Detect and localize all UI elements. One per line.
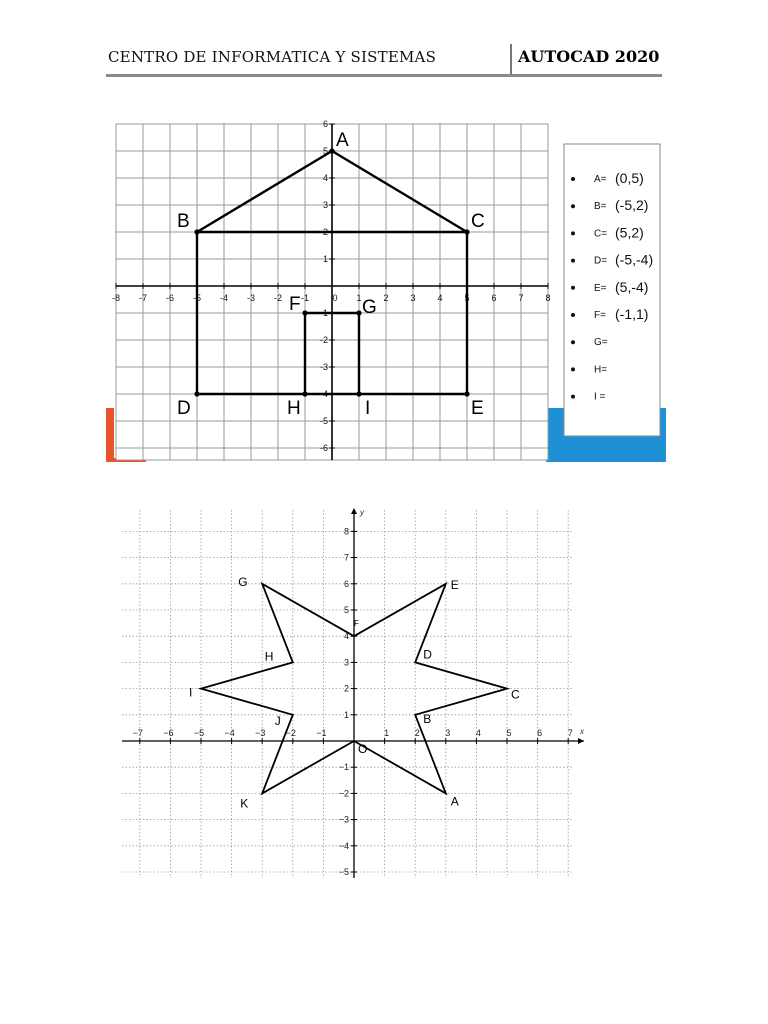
y-tick-label: 4 [322, 173, 328, 183]
x-tick-label: 3 [410, 293, 416, 303]
list-bullet [571, 204, 575, 208]
house-point-label: G [362, 297, 377, 318]
list-item-label: C= [594, 228, 608, 240]
house-point [356, 310, 361, 315]
header-rule [106, 74, 662, 77]
x-tick-label: -4 [219, 293, 229, 303]
list-item-label: H= [594, 364, 608, 376]
list-bullet [571, 340, 575, 344]
y-tick-label: −5 [338, 867, 349, 877]
x-tick-label: -3 [246, 293, 256, 303]
x-tick-label: -5 [192, 293, 202, 303]
x-tick-label: −3 [255, 728, 266, 738]
star-vertex-label: J [274, 713, 281, 728]
list-bullet [571, 259, 575, 263]
house-point [194, 391, 199, 396]
x-tick-label: 8 [545, 293, 551, 303]
list-bullet [571, 286, 575, 290]
star-vertex-label: C [511, 687, 520, 702]
y-tick-label: 5 [322, 146, 328, 156]
y-tick-label: 4 [343, 631, 349, 642]
y-tick-label: 6 [322, 119, 328, 129]
y-tick-label: -6 [319, 443, 328, 453]
header-institution: CENTRO DE INFORMATICA Y SISTEMAS [108, 48, 437, 66]
list-bullet [571, 177, 575, 181]
y-tick-label: 2 [343, 683, 349, 694]
list-item-label: G= [594, 337, 608, 349]
star-vertex-label: B [423, 711, 432, 726]
house-point-label: H [287, 398, 301, 419]
y-tick-label: −3 [338, 814, 349, 825]
x-tick-label: −1 [316, 728, 327, 738]
house-point [464, 391, 469, 396]
x-tick-label: −7 [132, 728, 143, 738]
x-tick-label: -1 [300, 293, 310, 303]
y-axis-label: y [360, 508, 364, 517]
x-axis-label: x [580, 727, 584, 736]
star-vertex-label: F [354, 619, 359, 629]
house-point-label: F [289, 294, 301, 315]
x-tick-label: -7 [138, 293, 148, 303]
x-tick-label: 6 [491, 293, 497, 303]
house-point-label: B [177, 211, 190, 232]
x-tick-label: −5 [193, 728, 205, 738]
y-axis-arrow [351, 508, 357, 514]
x-tick-label: 7 [518, 293, 524, 303]
list-item-value: (5,-4) [615, 278, 649, 295]
list-item-label: D= [594, 255, 608, 267]
x-tick-label: 4 [475, 728, 481, 738]
y-tick-label: 5 [343, 605, 349, 615]
house-point [356, 391, 361, 396]
x-tick-label: -6 [165, 293, 175, 303]
y-tick-label: -3 [319, 362, 328, 372]
star-figure [110, 500, 600, 885]
list-item-label: I = [594, 391, 606, 403]
y-tick-label: −4 [338, 840, 349, 851]
list-item-label: E= [594, 282, 607, 294]
y-tick-label: 6 [343, 578, 349, 589]
house-point [194, 229, 199, 234]
list-item-value: (0,5) [615, 170, 644, 186]
x-tick-label: 5 [464, 293, 470, 303]
x-tick-label: 3 [445, 728, 451, 738]
star-vertex-label: K [240, 796, 249, 811]
list-item-value: (-1,1) [615, 306, 649, 322]
x-tick-label: 1 [384, 728, 390, 738]
x-tick-label: −6 [163, 728, 174, 738]
x-tick-label: −4 [224, 728, 235, 738]
x-tick-label: 1 [356, 293, 362, 303]
house-point-label: A [336, 130, 349, 151]
x-tick-label: 6 [537, 728, 543, 738]
list-item-label: B= [594, 201, 607, 213]
header-course: AUTOCAD 2020 [518, 47, 660, 66]
y-tick-label: 1 [322, 254, 328, 264]
house-figure [106, 118, 666, 464]
house-point [329, 148, 334, 153]
y-tick-label: 2 [322, 227, 328, 237]
y-tick-label: -2 [319, 335, 328, 345]
y-tick-label: −1 [338, 762, 349, 773]
y-tick-label: -4 [319, 389, 328, 399]
list-bullet [571, 231, 575, 235]
house-point-label: I [365, 398, 371, 419]
y-tick-label: 3 [322, 200, 328, 210]
y-tick-label: −2 [338, 788, 349, 799]
header-divider [510, 44, 512, 74]
house-accent-left [106, 408, 114, 462]
list-bullet [571, 313, 575, 317]
house-point [302, 310, 307, 315]
x-axis-arrow [578, 738, 584, 744]
house-point-label: D [177, 398, 191, 419]
y-tick-label: 1 [343, 709, 349, 720]
star-vertex-label: G [238, 574, 248, 589]
list-item-value: (-5,-4) [615, 251, 654, 268]
x-tick-label: 5 [506, 728, 512, 738]
house-point [302, 391, 307, 396]
house-point [464, 229, 469, 234]
x-tick-label: -2 [273, 293, 283, 303]
x-tick-label: −2 [285, 728, 296, 738]
y-tick-label: 3 [343, 657, 349, 668]
list-item-value: (5,2) [615, 224, 644, 241]
x-tick-label: 0 [332, 293, 338, 303]
house-point-label: C [471, 211, 485, 232]
star-vertex-label: H [264, 649, 274, 664]
y-tick-label: -1 [319, 308, 328, 318]
x-tick-label: -8 [111, 293, 121, 303]
star-vertex-label: O [358, 742, 368, 756]
list-bullet [571, 395, 575, 399]
y-tick-label: -5 [319, 416, 328, 426]
star-vertex-label: E [450, 577, 459, 592]
y-tick-label: 7 [343, 552, 349, 563]
list-item-label: A= [594, 174, 607, 185]
star-vertex-label: I [189, 685, 193, 700]
y-tick-label: 8 [343, 526, 349, 537]
star-vertex-label: A [450, 794, 459, 809]
list-bullet [571, 367, 575, 371]
x-tick-label: 2 [414, 728, 420, 738]
x-tick-label: 2 [383, 293, 389, 303]
list-item-label: F= [594, 310, 606, 321]
star-vertex-label: D [423, 647, 432, 662]
list-item-value: (-5,2) [615, 197, 649, 214]
house-point-label: E [471, 398, 484, 419]
x-tick-label: 4 [437, 293, 443, 303]
x-tick-label: 7 [567, 728, 573, 738]
page-header [106, 44, 662, 76]
